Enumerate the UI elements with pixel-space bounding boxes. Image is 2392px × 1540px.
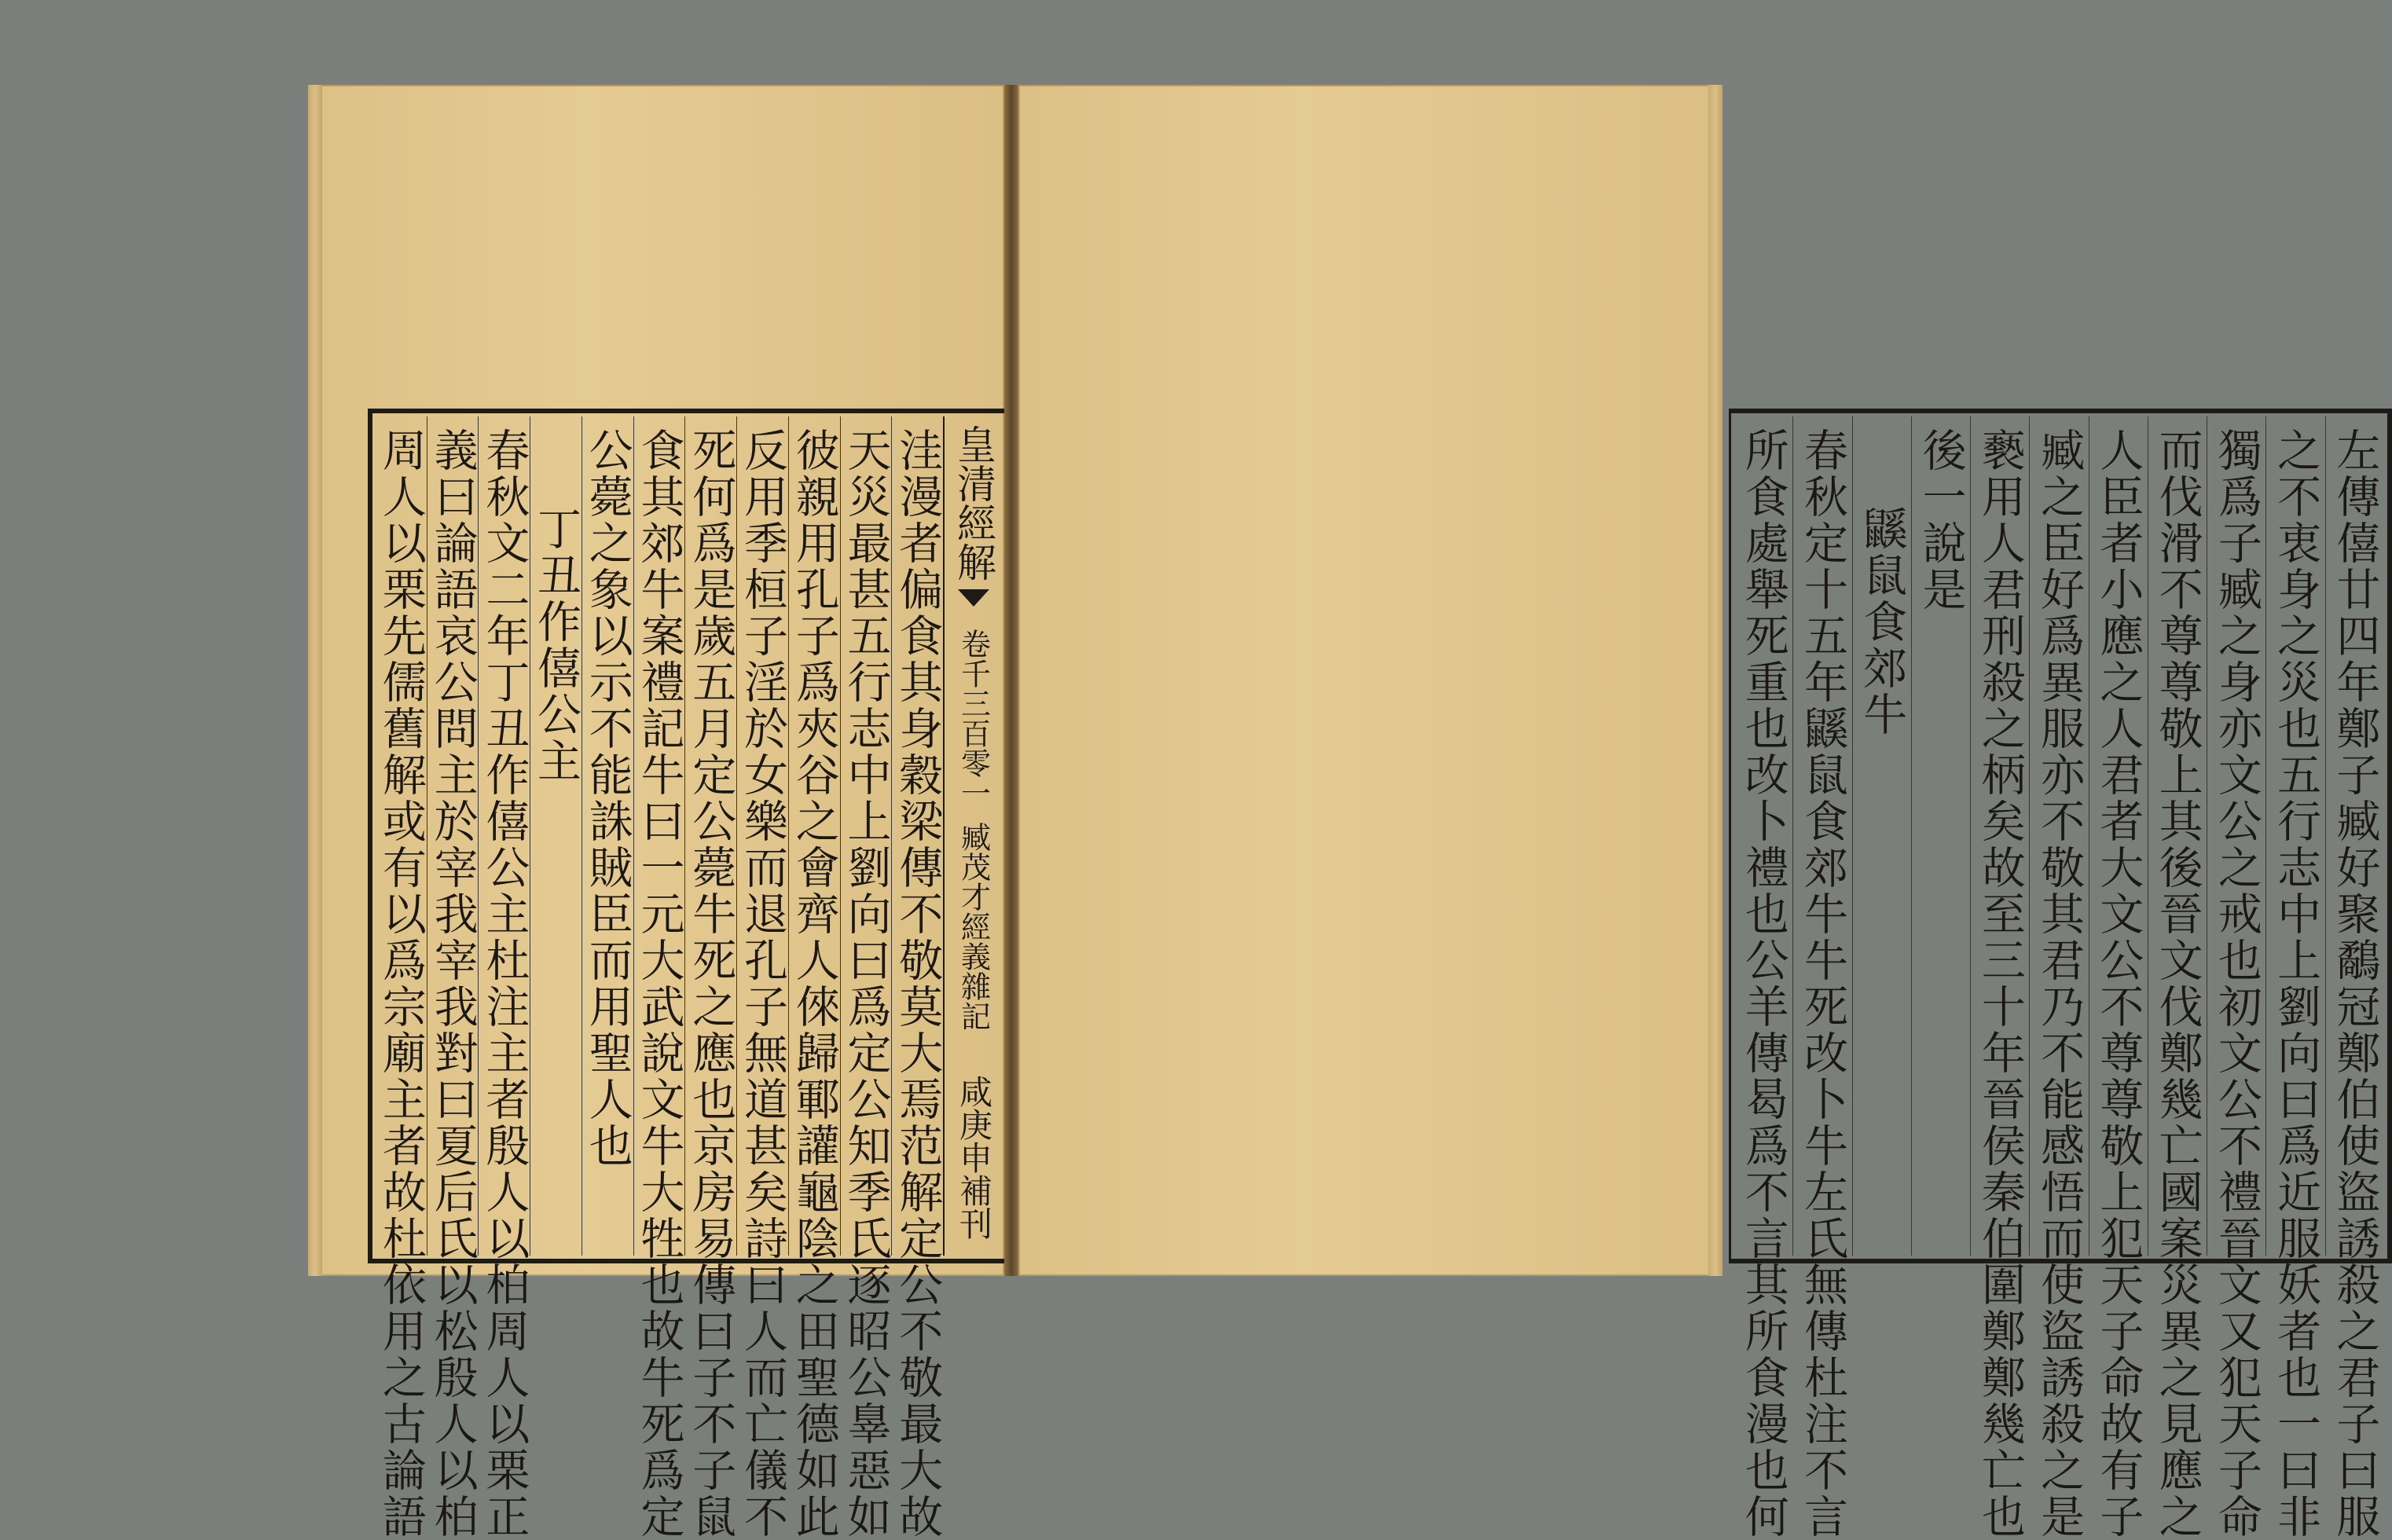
- left-column-text: 公薨之象以示不能誅賊臣而用聖人也: [581, 427, 633, 1169]
- right-text-frame: [1729, 409, 2392, 1540]
- right-column-text: 左傳僖廿四年鄭子臧好聚鷸冠鄭伯使盜誘殺之君子曰服: [2329, 427, 2381, 1540]
- left-banxin-title: 皇清經解: [951, 424, 996, 581]
- right-column-text: 人臣者小應之人君者大文公不尊尊敬上犯天子命故有子: [2093, 427, 2144, 1540]
- left-column-text: 天災最甚五行志中上劉向曰爲定公知季氏逐昭公辠惡如: [840, 427, 892, 1540]
- right-column-text: 鼷鼠食郊牛: [1856, 506, 1908, 738]
- right-column: [1911, 416, 1970, 1256]
- left-column: [581, 416, 633, 1256]
- right-column-text: 而伐滑不尊尊敬上其後晉文伐鄭幾亡國案災異之見應之: [2152, 427, 2203, 1540]
- left-columns: [375, 416, 1003, 1540]
- right-column: [2148, 416, 2207, 1540]
- right-column-text: 春秋定十五年鼷鼠食郊牛牛死改卜牛左氏無傳杜注不言: [1797, 427, 1849, 1540]
- right-column: [2029, 416, 2088, 1540]
- left-column: [788, 416, 840, 1540]
- left-column-text: 義曰論語哀公問主於宰我宰我對曰夏后氏以松殷人以柏: [427, 427, 479, 1540]
- left-column-text: 周人以栗先儒舊解或有以爲宗廟主者故杜依用之古論語: [375, 427, 427, 1540]
- left-column-text: 丁丑作僖公主: [530, 506, 582, 784]
- left-page: [308, 85, 1004, 1540]
- right-column-text: 臧之臣好爲異服亦不敬其君乃不能感悟而使盜誘殺之是: [2034, 427, 2086, 1540]
- left-column: [427, 416, 479, 1540]
- left-column-text: 彼親用孔子爲夾谷之會齊人倈歸鄆讙龜陰之田聖德如此: [788, 427, 840, 1540]
- left-column-text: 食其郊牛案禮記牛曰一元大武說文牛大牲也故牛死爲定: [633, 427, 685, 1540]
- right-column: [2325, 416, 2384, 1540]
- right-column-text: 所食處舉死重也改卜禮也公羊傳曷爲不言其所食漫也何: [1737, 427, 1789, 1540]
- left-banxin-section: 臧茂才經義雜記: [956, 822, 991, 1031]
- left-banxin-volume: 卷千三百零一: [956, 629, 991, 808]
- right-column-text: 之不衷身之災也五行志中上劉向曰爲近服妖者也一曰非: [2270, 427, 2322, 1540]
- left-column: [375, 416, 427, 1540]
- right-column: [1852, 416, 1911, 1256]
- left-column: [891, 416, 944, 1540]
- book-gutter: [1004, 85, 1018, 1276]
- left-text-frame: [368, 409, 1008, 1540]
- right-column: [2265, 416, 2324, 1540]
- left-column: [684, 416, 737, 1540]
- right-columns: [1734, 416, 2384, 1540]
- left-column-text: 死何爲是歲五月定公薨牛死之應也京房易傳曰子不子鼠: [685, 427, 737, 1540]
- right-column: [1734, 416, 1792, 1540]
- left-column: [840, 416, 892, 1540]
- right-column-text: 褻用人君刑殺之柄矣故至三十年晉侯秦伯圍鄭鄭幾亡也: [1974, 427, 2026, 1540]
- right-column: [2089, 416, 2148, 1540]
- right-column-text: 後一說是: [1915, 427, 1967, 613]
- left-column-text: 洼漫者偏食其身穀梁傳不敬莫大焉范解定公不敬最大故: [892, 427, 944, 1540]
- left-column-text: 反用季桓子淫於女樂而退孔子無道甚矣詩曰人而亡儀不: [736, 427, 788, 1540]
- right-column-text: 獨爲子臧之身亦文公之戒也初文公不禮晉文又犯天子命: [2210, 427, 2262, 1540]
- right-page-edge: [1708, 85, 1722, 1276]
- left-column-text: 春秋文二年丁丑作僖公主杜注主者殷人以柏周人以栗正: [479, 427, 530, 1540]
- right-column: [1792, 416, 1851, 1540]
- right-column: [1970, 416, 2029, 1540]
- right-page: [1018, 85, 2381, 1540]
- left-banxin: [943, 416, 1003, 1256]
- left-banxin-footer: 咸庚申補刊: [955, 1075, 993, 1240]
- left-page-edge: [308, 85, 322, 1276]
- left-column: [633, 416, 685, 1540]
- right-column: [2207, 416, 2265, 1540]
- open-book: [308, 85, 2381, 1540]
- left-column: [478, 416, 530, 1540]
- fish-tail-mark: [958, 589, 989, 607]
- left-column: [530, 416, 581, 1256]
- left-column: [736, 416, 788, 1540]
